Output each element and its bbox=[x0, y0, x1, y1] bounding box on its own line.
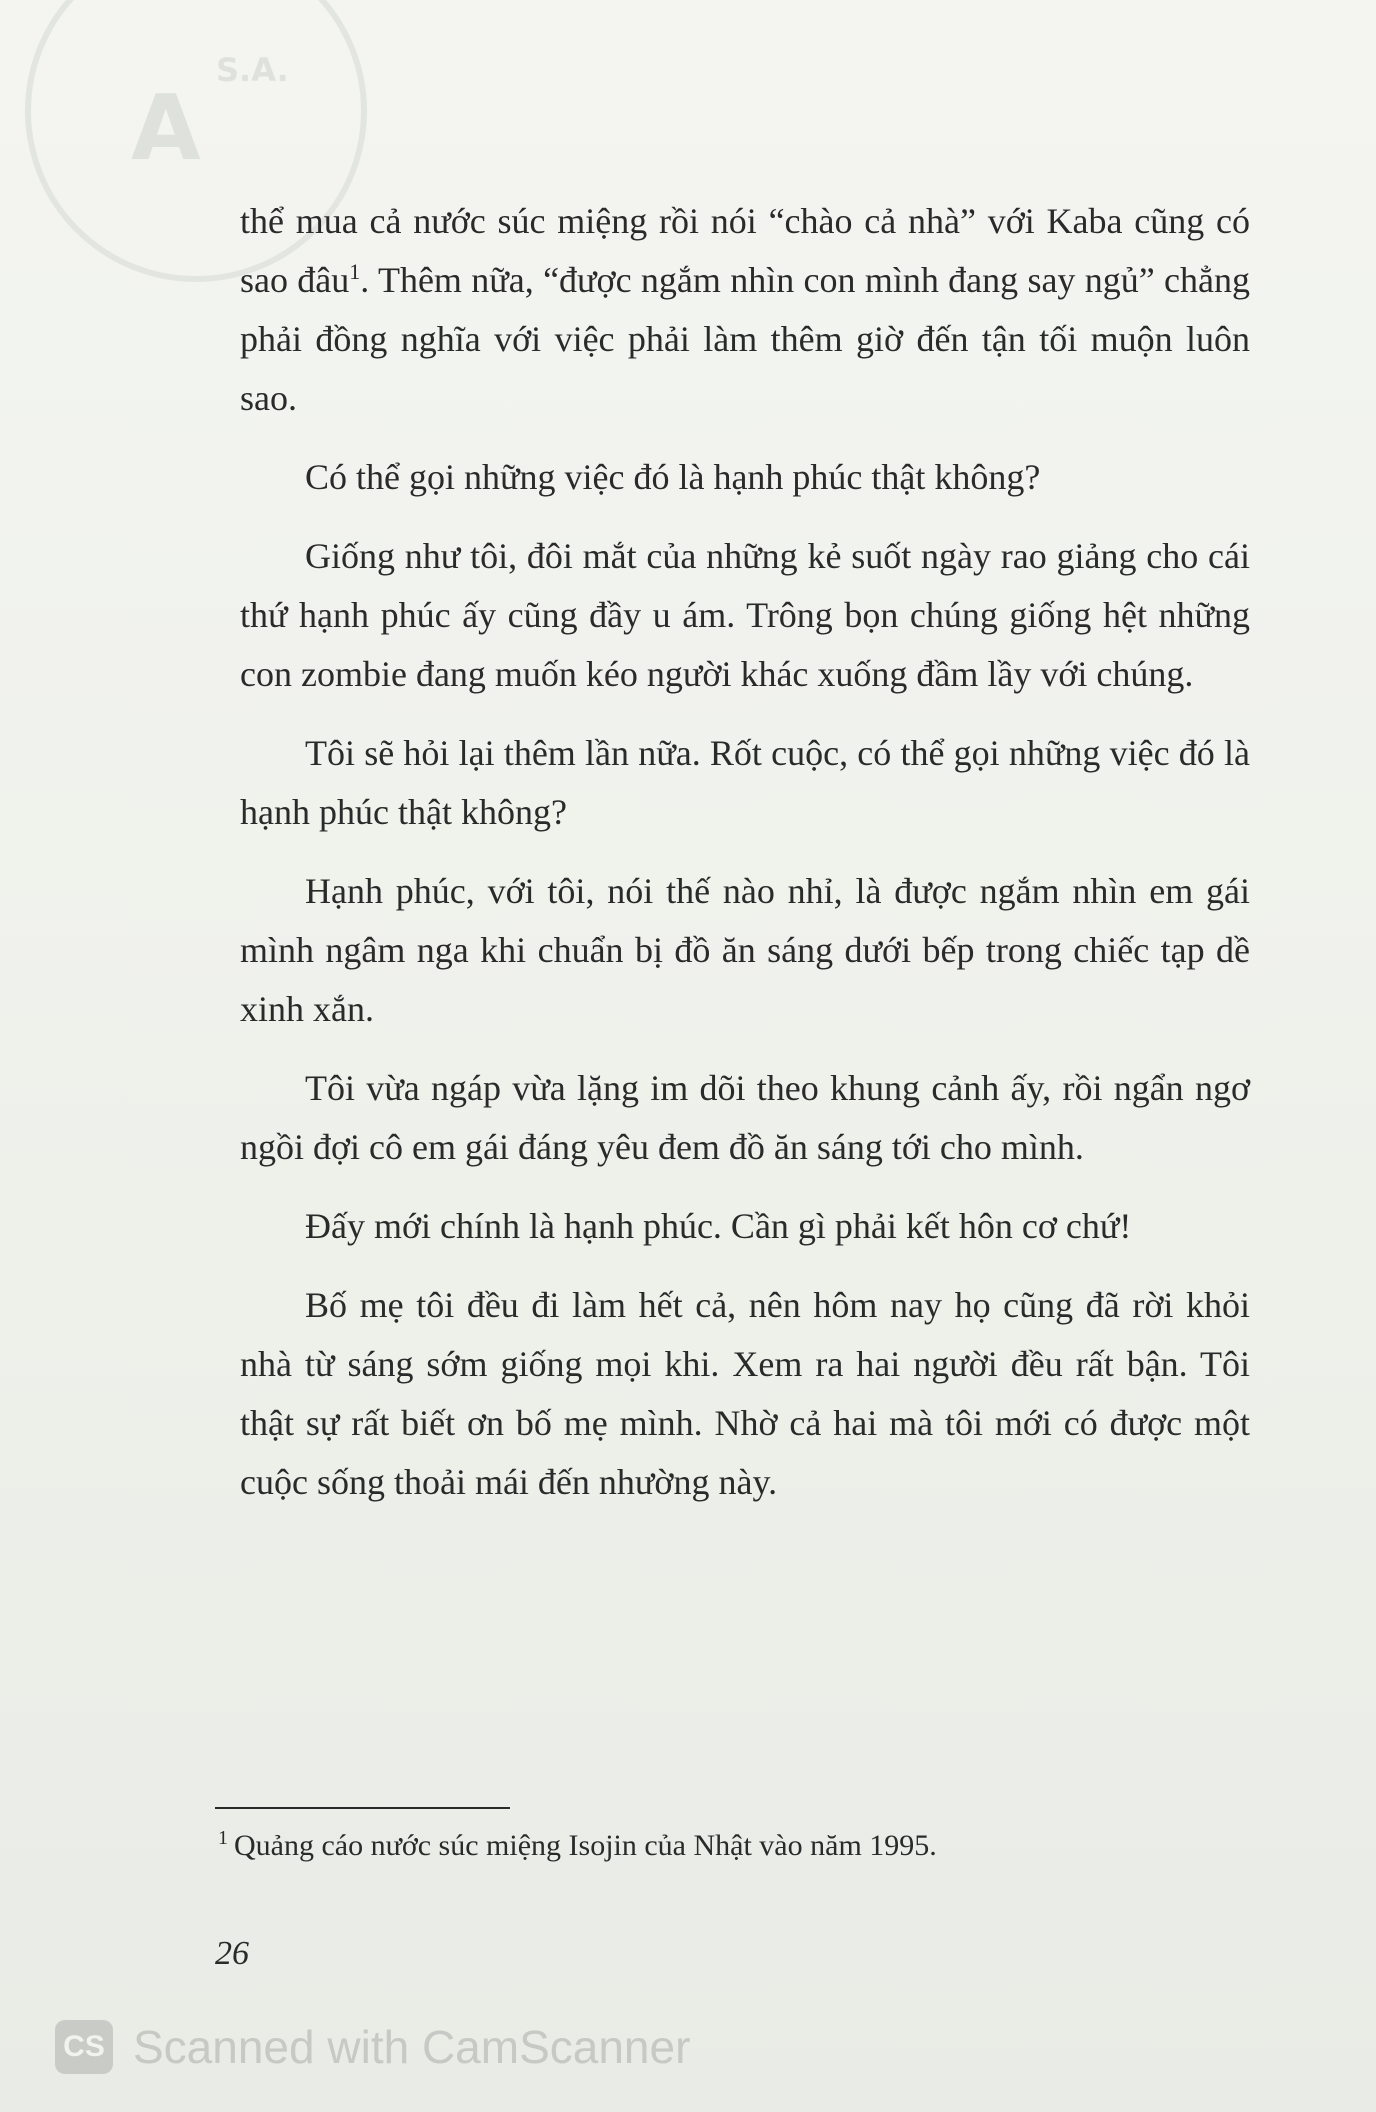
paragraph-1: thể mua cả nước súc miệng rồi nói “chào cả nhà” với Kaba cũng có sao đâu$^1$. Thêm nữa, “được ngắm nhìn con mình đang say ngủ” chẳng phải đồng nghĩa với việc phải làm thêm giờ đến tận tối muộn luôn sao. bbox=[240, 201, 1251, 418]
paragraph-8: Bố mẹ tôi đều đi làm hết cả, nên hôm nay họ cũng đã rời khỏi nhà từ sáng sớm giống mọi khi. Xem ra hai người đều rất bận. Tôi thật sự rất biết ơn bố mẹ mình. Nhờ cả hai mà tôi mới có được một cuộc sống thoải mái đến nhường này. bbox=[240, 1285, 1250, 1502]
paragraph-6: Tôi vừa ngáp vừa lặng im dõi theo khung cảnh ấy, rồi ngẩn ngơ ngồi đợi cô em gái đáng yêu đem đồ ăn sáng tới cho mình. bbox=[240, 1068, 1250, 1167]
stamp-letter: A bbox=[131, 76, 201, 181]
paragraph-4: Tôi sẽ hỏi lại thêm lần nữa. Rốt cuộc, có thể gọi những việc đó là hạnh phúc thật không? bbox=[240, 733, 1250, 832]
paragraph-3: Giống như tôi, đôi mắt của những kẻ suốt ngày rao giảng cho cái thứ hạnh phúc ấy cũng đầy u ám. Trông bọn chúng giống hệt những con zombie đang muốn kéo người khác xuống đầm lầy với chúng. bbox=[240, 536, 1250, 694]
watermark-text: Scanned with CamScanner bbox=[133, 2021, 691, 2073]
footnote bbox=[218, 1829, 937, 1863]
paragraph-5: Hạnh phúc, với tôi, nói thế nào nhỉ, là được ngắm nhìn em gái mình ngâm nga khi chuẩn bị đồ ăn sáng dưới bếp trong chiếc tạp dề xinh xắn. bbox=[240, 871, 1250, 1029]
scanner-watermark bbox=[55, 2020, 690, 2074]
footnote-marker: 1 bbox=[218, 1827, 228, 1849]
footnote-divider bbox=[215, 1807, 510, 1809]
body-text bbox=[240, 192, 1250, 1532]
stamp-small-text: S.A. bbox=[216, 51, 289, 89]
footnote-text: Quảng cáo nước súc miệng Isojin của Nhật vào năm 1995. bbox=[234, 1829, 937, 1862]
paragraph-2: Có thể gọi những việc đó là hạnh phúc thật không? bbox=[305, 457, 1041, 497]
footnote-ref: 1 bbox=[349, 259, 361, 284]
camscanner-logo-icon: CS bbox=[55, 2020, 113, 2074]
page-number: 26 bbox=[215, 1935, 249, 1972]
paragraph-7: Đấy mới chính là hạnh phúc. Cần gì phải kết hôn cơ chứ! bbox=[305, 1206, 1132, 1246]
